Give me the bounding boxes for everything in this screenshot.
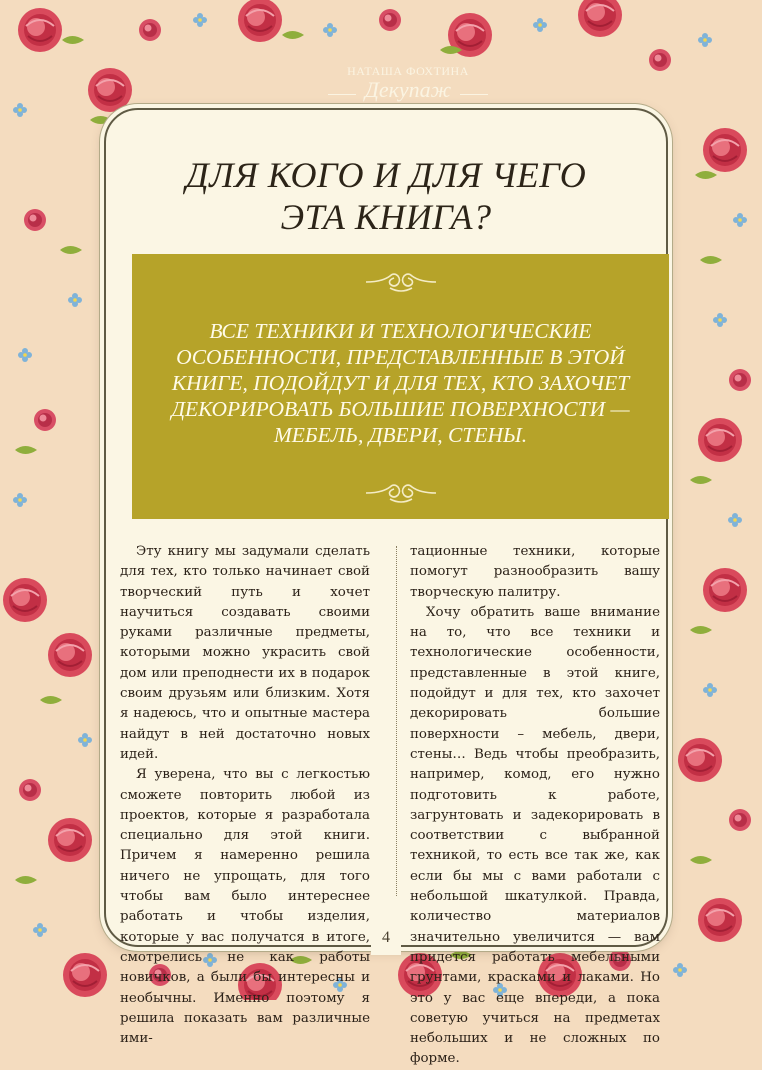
title-line-2: ЭТА КНИГА? bbox=[280, 197, 492, 237]
author-name: НАТАША ФОХТИНА bbox=[347, 64, 469, 78]
pull-quote: ВСЕ ТЕХНИКИ И ТЕХНОЛОГИЧЕСКИЕ ОСОБЕННОСТИ, ПРЕДСТАВЛЕННЫЕ В ЭТОЙ КНИГЕ, ПОДОЙДУТ И ДЛЯ ТЕХ, КТО ЗАХОЧЕТ ДЕКОРИРОВАТЬ БОЛЬШИЕ ПОВЕРХНОСТИ — МЕБЕЛЬ, ДВЕРИ, СТЕНЫ. bbox=[171, 319, 630, 447]
text-column-right bbox=[410, 542, 660, 1070]
flourish-ornament-icon bbox=[364, 268, 438, 296]
page-number: 4 bbox=[371, 925, 401, 955]
page-title bbox=[106, 154, 666, 238]
quote-box bbox=[132, 254, 669, 519]
paragraph: Эту книгу мы задумали сделать для тех, кто только начинает свой творческий путь и хочет научиться создавать своими руками различные предметы, которыми можно украсить свой дом или преподнести их в подарок своим друзьям или близким. Хотя я надеюсь, что и опытные мастера найдут в ней достаточно новых идей. bbox=[120, 544, 370, 762]
book-header bbox=[318, 64, 498, 103]
body-text bbox=[114, 542, 660, 1067]
text-column-left bbox=[120, 542, 370, 1049]
paragraph: Хочу обратить ваше внимание на то, что все техники и технологические особенности, представленные в этой книге, подойдут и для тех, кто захочет декорировать большие поверхности – мебель, двери, стены… Ведь чтобы преобразить, например, комод, его нужно подготовить к работе, загрунтовать и задекорировать в соответствии с выбранной техникой, то есть все так же, как если бы мы с вами работали с небольшой шкатулкой. Правда, количество материалов значительно увеличится — вам придется работать мебельными грунтами, красками и лаками. Но это у вас еще впереди, а пока советую учиться на предметах небольших и не сложных по форме. bbox=[410, 604, 660, 1067]
title-line-1: ДЛЯ КОГО И ДЛЯ ЧЕГО bbox=[185, 155, 587, 195]
header-rule-right bbox=[460, 94, 488, 95]
page-card bbox=[104, 108, 668, 1067]
header-rule-left bbox=[328, 94, 356, 95]
paragraph: Я уверена, что вы с легкостью сможете повторить любой из проектов, которые я разработала специально для этой книги. Причем я намеренно решила ничего не упрощать, для того чтобы вам было интереснее работать и чтобы изделия, которые у вас получатся в итоге, смотрелись не как работы новичков, а были бы интересны и необычны. Именно поэтому я решила показать вам различные ими- bbox=[120, 767, 370, 1047]
column-divider bbox=[396, 546, 397, 896]
paragraph: тационные техники, которые помогут разнообразить вашу творческую палитру. bbox=[410, 544, 660, 600]
series-title: Декупаж bbox=[364, 77, 452, 102]
flourish-ornament-icon bbox=[364, 479, 438, 507]
